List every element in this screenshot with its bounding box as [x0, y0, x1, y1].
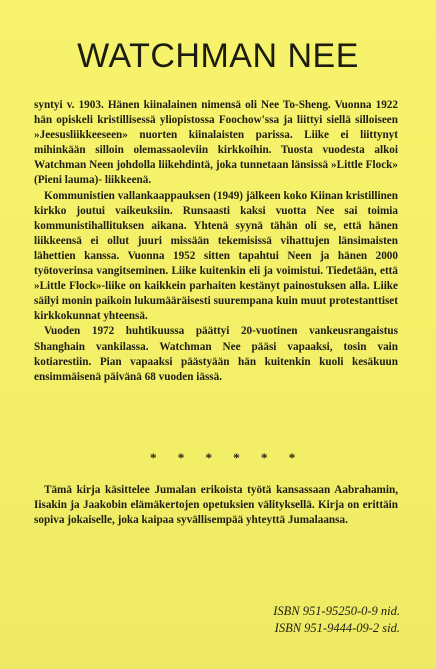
- biography-paragraph-2: Kommunistien vallankaappauksen (1949) jälkeen koko Kiinan kristillinen kirkko joutui vaikeuksiin. Runsaasti kaksi vuotta Nee sai toimia kommunistihallituksen aikana. Yhtenä syynä tähän oli se, että hänen liikkeensä ei ollut juuri missään tekemisissä vihattujen länsimaisten lähettien kanssa. Vuonna 1952 sitten tapahtui Neen ja hänen 2000 työtoverinsa vangitseminen. Liike kuitenkin eli ja voimistui. Tiedetään, että »Little Flock»-liike on kaikkein parhaiten kestänyt painostuksen alla. Liike säilyi monin paikoin lukumääräisesti suurempana kuin muut protestanttiset kirkkokunnat yhteensä.: [34, 189, 398, 323]
- biography-paragraph-3: Vuoden 1972 huhtikuussa päättyi 20-vuotinen vankeusrangaistus Shanghain vankilassa. Watchman Nee pääsi vapaaksi, tosin vain kotiarestiin. Pian vapaaksi päästyään hän kuitenkin kuoli kesäkuun ensimmäisenä päivänä 68 vuoden iässä.: [34, 325, 398, 383]
- biography-text: [34, 98, 398, 385]
- book-description: [34, 483, 398, 528]
- isbn-paperback: ISBN 951-95250-0-9 nid.: [273, 604, 400, 618]
- cover-title: WATCHMAN NEE: [77, 36, 359, 75]
- isbn-block: [200, 603, 400, 637]
- biography-paragraph-1: syntyi v. 1903. Hänen kiinalainen nimensä oli Nee To-Sheng. Vuonna 1922 hän opiskeli kristillisessä yliopistossa Foochow'ssa ja liittyi siellä silloiseen »Jeesusliikkeeseen» nuorten kiinalaisten parissa. Liike ei liittynyt mihinkään silloin olemassaoleviin kirkkoihin. Tuosta vuodesta alkoi Watchman Neen johdolla liikehdintä, joka tunnetaan länsissä »Little Flock» (Pieni lauma)- liikkeenä.: [34, 99, 398, 187]
- book-description-paragraph: Tämä kirja käsittelee Jumalan erikoista työtä kansassaan Aabrahamin, Iisakin ja Jaakobin elämäkertojen opetuksien välityksellä. Kirja on erittäin sopiva jokaiselle, joka kaipaa syvällisempää yhteyttä Jumalaansa.: [34, 484, 398, 527]
- star-separator: * * * * * *: [150, 450, 305, 465]
- isbn-hardcover: ISBN 951-9444-09-2 sid.: [274, 621, 400, 635]
